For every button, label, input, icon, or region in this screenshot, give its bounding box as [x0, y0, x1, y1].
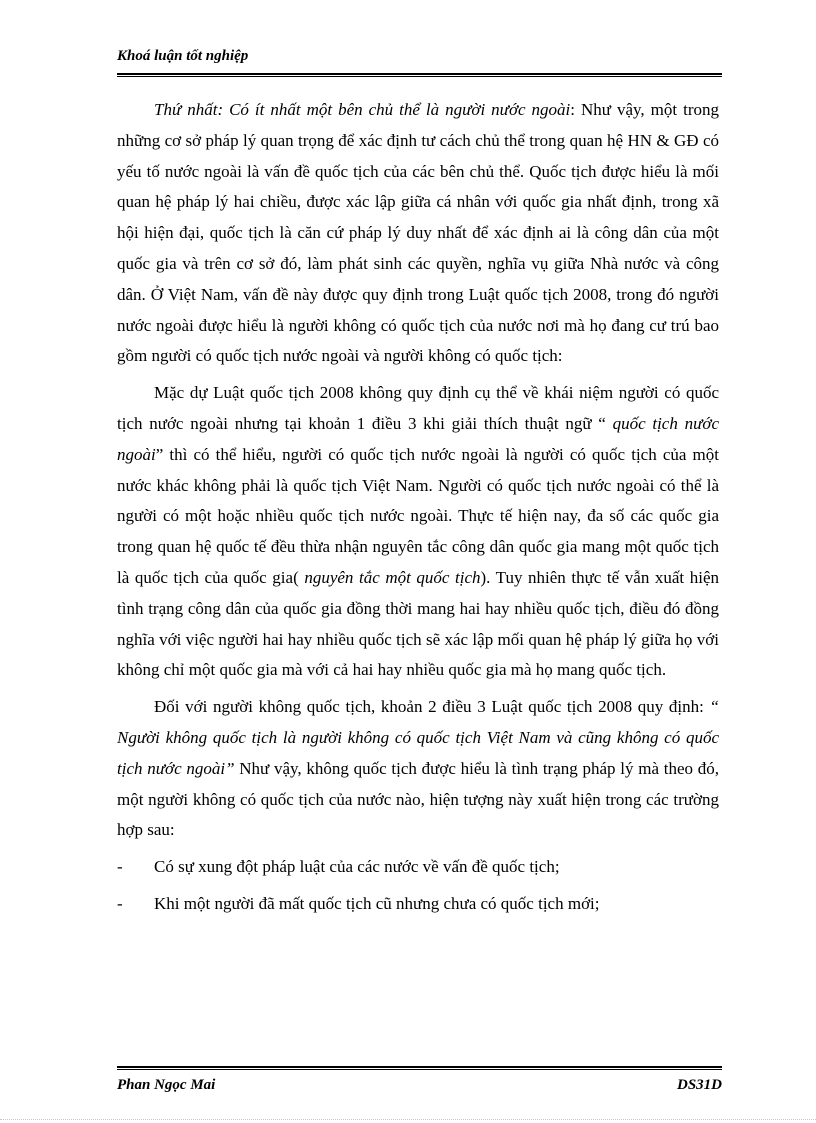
list-dash: -: [117, 893, 123, 913]
footer-rule-thin: [117, 1069, 722, 1070]
paragraph-3: [117, 692, 719, 846]
list-dash: -: [117, 857, 123, 877]
list-item: [117, 852, 719, 883]
paragraph-2-italic-a: quốc tịch nước ngoài: [117, 413, 719, 464]
paragraph-3-quote: “ Người không quốc tịch là người không có quốc tịch Việt Nam và cũng không có quốc tịch nước ngoài”: [117, 697, 719, 778]
page-header-title: Khoá luận tốt nghiệp: [117, 48, 249, 64]
document-body: [117, 95, 719, 926]
footer-author: Phan Ngọc Mai: [117, 1077, 216, 1093]
paragraph-2: [117, 378, 719, 686]
list-item: [117, 889, 719, 920]
footer-rule: [117, 1066, 722, 1068]
list-item-text: Có sự xung đột pháp luật của các nước về vấn đề quốc tịch;: [154, 857, 560, 877]
paragraph-2-text-a: Mặc dự Luật quốc tịch 2008 không quy định cụ thể về khái niệm người có quốc tịch nước ngoài nhưng tại khoản 1 điều 3 khi giải thích thuật ngữ “: [117, 383, 719, 433]
header-rule-thin: [117, 76, 722, 77]
page-boundary: [0, 1119, 816, 1120]
paragraph-1-lead: Thứ nhất: Có ít nhất một bên chủ thể là người nước ngoài: [154, 100, 571, 119]
paragraph-1-text: : Như vậy, một trong những cơ sở pháp lý quan trọng để xác định tư cách chủ thể trong quan hệ HN & GĐ có yếu tố nước ngoài là vấn đề quốc tịch của các bên chủ thể. Quốc tịch được hiểu là mối quan hệ pháp lý hai chiều, được xác lập giữa cá nhân với quốc gia nhất định, trong xã hội hiện đại, quốc tịch là căn cứ pháp lý duy nhất để xác định ai là công dân của một quốc gia và trên cơ sở đó, làm phát sinh các quyền, nghĩa vụ giữa Nhà nước và công dân. Ở Việt Nam, vấn đề này được quy định trong Luật quốc tịch 2008, trong đó người nước ngoài được hiểu là người không có quốc tịch của nước nơi mà họ đang cư trú bao gồm người có quốc tịch nước ngoài và người không có quốc tịch:: [117, 100, 719, 366]
list-item-text: Khi một người đã mất quốc tịch cũ nhưng chưa có quốc tịch mới;: [154, 893, 600, 913]
paragraph-2-text-c: ). Tuy nhiên thực tế vẫn xuất hiện tình trạng công dân của quốc gia đồng thời mang hai hay nhiều quốc tịch, điều đó đồng nghĩa với việc người hai hay nhiều quốc tịch sẽ xác lập mối quan hệ pháp lý giữa họ với không chỉ một quốc gia mà với cả hai hay nhiều quốc gia mà họ mang quốc tịch.: [117, 567, 719, 680]
paragraph-3-text-b: Như vậy, không quốc tịch được hiểu là tình trạng pháp lý mà theo đó, một người không có quốc tịch của nước nào, hiện tượng này xuất hiện trong các trường hợp sau:: [117, 758, 719, 840]
header-rule: [117, 73, 722, 75]
footer-code: DS31D: [676, 1077, 722, 1093]
paragraph-2-text-b: ” thì có thể hiểu, người có quốc tịch nước ngoài là người có quốc tịch của một nước khác không phải là quốc tịch Việt Nam. Người có quốc tịch nước ngoài có thể là người có một hoặc nhiều quốc tịch nước ngoài. Thực tế hiện nay, đa số các quốc gia trong quan hệ quốc tế đều thừa nhận nguyên tắc công dân quốc gia mang một quốc tịch là quốc tịch của quốc gia(: [117, 444, 719, 587]
paragraph-1: [117, 95, 719, 372]
paragraph-2-italic-b: nguyên tắc một quốc tịch: [304, 567, 481, 587]
paragraph-3-text-a: Đối với người không quốc tịch, khoản 2 điều 3 Luật quốc tịch 2008 quy định:: [154, 697, 710, 717]
